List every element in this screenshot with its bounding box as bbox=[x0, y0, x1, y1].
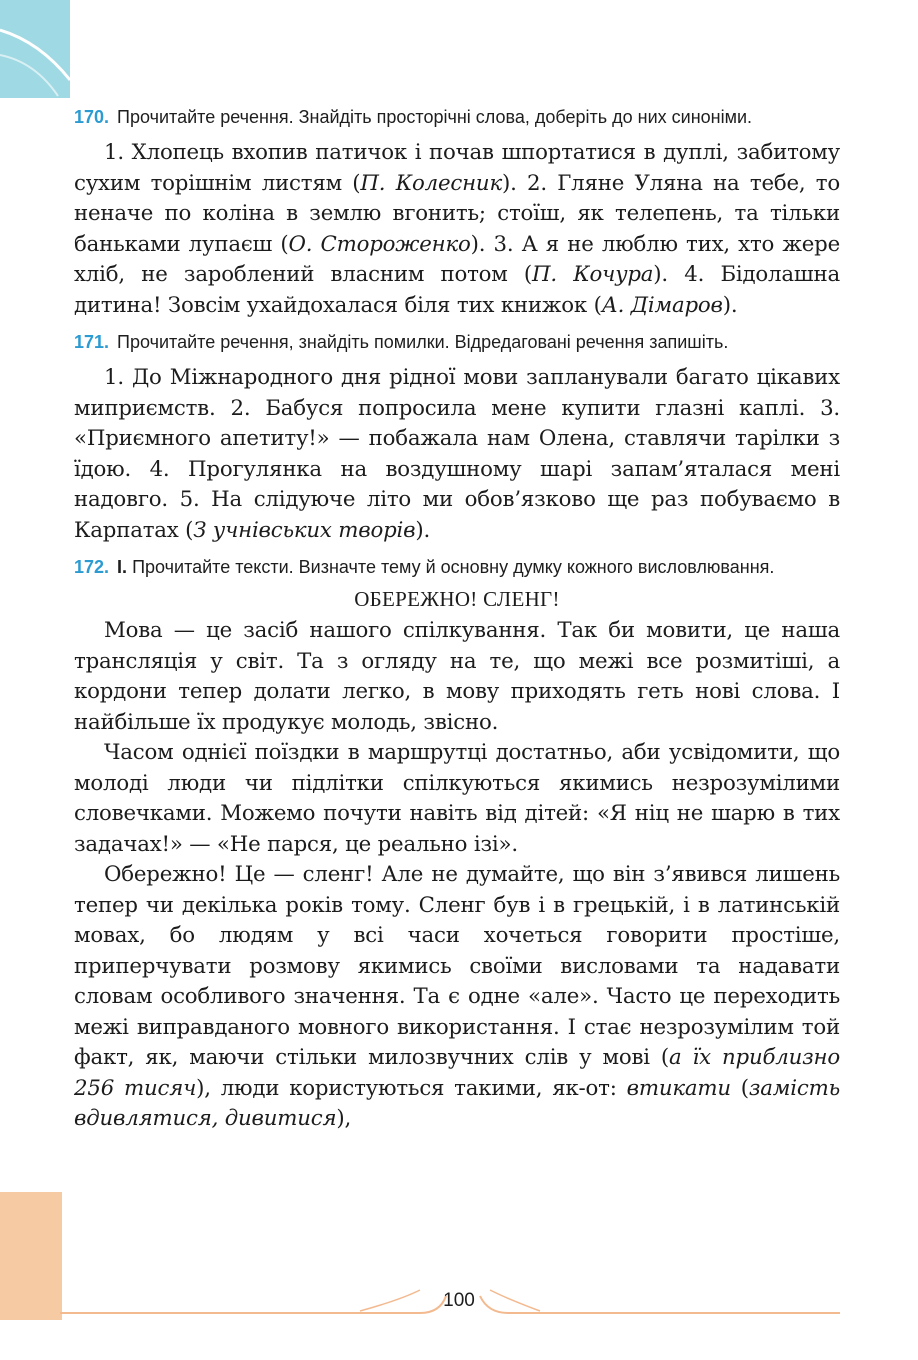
task-instruction: Прочитайте речення. Знайдіть просторічні слова, доберіть до них синоніми. bbox=[117, 107, 753, 127]
corner-arc-decoration bbox=[0, 0, 120, 110]
task-instruction: І. Прочитайте тексти. Визначте тему й основну думку кожного висловлювання. bbox=[117, 557, 775, 577]
task-part-label: І. bbox=[117, 557, 128, 577]
task-171 bbox=[74, 329, 840, 355]
task-171-text bbox=[74, 363, 840, 546]
page-number: 100 bbox=[443, 1290, 475, 1311]
paragraph-1: Мова — це засіб нашого спілкування. Так би мовити, це наша трансляція у світ. Та з огляду на те, що межі все розмитіші, а кордони тепер долати легко, в мову приходять геть нові слова. І найбільше їх продукує молодь, звісно. bbox=[74, 618, 840, 735]
paragraph-2: Часом однієї поїздки в маршрутці достатньо, аби усвідомити, що молоді люди чи підлітки спілкуються якимись незрозумілими словечками. Можемо почути навіть від дітей: «Я ніц не шарю в тих задачах!» — «Не парся, це реально ізі». bbox=[74, 740, 840, 857]
task-number: 171. bbox=[74, 332, 110, 352]
task-number: 170. bbox=[74, 107, 110, 127]
task-170-text bbox=[74, 138, 840, 321]
text-title: ОБЕРЕЖНО! СЛЕНГ! bbox=[354, 587, 560, 611]
task-172 bbox=[74, 554, 840, 580]
paragraph-3: Обережно! Це — сленг! Але не думайте, що він з’явився лишень тепер чи декілька років тому. Сленг був і в грецькій, і в латинській мовах, бо людям у всі часи хочеться говорити простіше, приперчувати розмову якимись своїми висловами та надавати словам особливого значення. Та є одне «але». Часто це переходить межі виправданого мовного використання. І стає незрозумілим той факт, як, маючи стільки милозвучних слів у мові (а їх приблизно 256 тисяч), люди користуються такими, як-от: втикати (замість вдивлятися, дивитися), bbox=[74, 862, 840, 1131]
page-content bbox=[74, 104, 840, 1135]
exercise-sentences: 1. До Міжнародного дня рідної мови запланували багато цікавих миприємств. 2. Бабуся попросила мене купити глазні каплі. 3. «Приємного апетиту!» — побажала нам Олена, ставлячи тарілки з їдою. 4. Прогулянка на воздушному шарі запам’яталася мені надовго. 5. На слідуюче літо ми обов’язково ще раз побуваємо в Карпатах (З учнівських творів). bbox=[74, 365, 840, 543]
task-number: 172. bbox=[74, 557, 110, 577]
exercise-sentences: 1. Хлопець вхопив патичок і почав шпортатися в дуплі, забитому сухим торішнім листям (П. Колесник). 2. Гляне Уляна на тебе, то неначе по коліна в землю вгонить; стоїш, як телепень, та тільки баньками лупаєш (О. Стороженко). 3. А я не люблю тих, хто жере хліб, не зароблений власним потом (П. Кочура). 4. Бідолашна дитина! Зовсім ухайдохалася біля тих книжок (А. Дімаров). bbox=[74, 140, 840, 318]
task-instruction: Прочитайте речення, знайдіть помилки. Відредаговані речення запишіть. bbox=[117, 332, 729, 352]
task-170 bbox=[74, 104, 840, 130]
